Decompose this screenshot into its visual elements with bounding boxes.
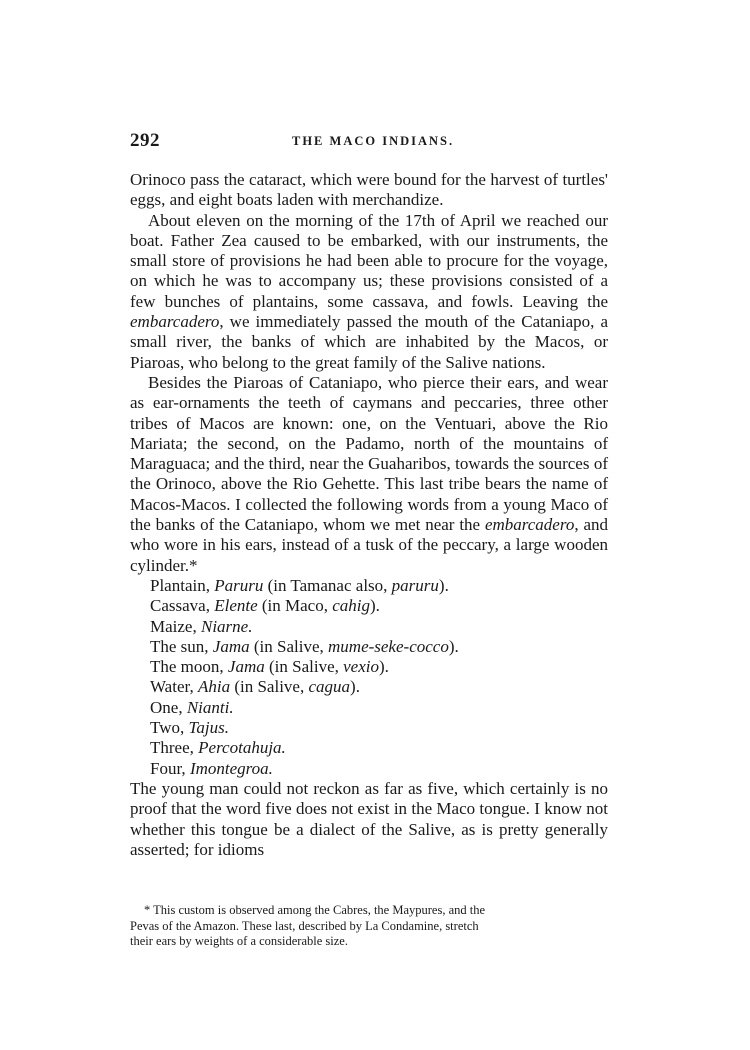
vocabulary-entry [150, 677, 608, 697]
vocabulary-entry [150, 718, 608, 738]
english-word: The moon, [150, 657, 228, 677]
maco-word: Jama [227, 657, 265, 677]
footnote-line: * This custom is observed among the Cabres, the Maypures, and the [144, 903, 486, 917]
english-word: Water, [150, 677, 198, 697]
english-word: Cassava, [150, 596, 215, 616]
english-word: Two, [150, 718, 189, 738]
english-word: Four, [150, 758, 190, 778]
paragraph-voyage [130, 211, 608, 373]
maco-word: Paruru [214, 575, 264, 595]
vocabulary-entry [150, 759, 608, 779]
maco-word: Nianti. [186, 697, 234, 717]
maco-word: Imontegroa. [189, 758, 273, 778]
maco-word: Niarne. [200, 616, 253, 636]
maco-word: Tajus. [188, 718, 229, 738]
body-text [130, 170, 608, 860]
word-note-end: ). [370, 596, 380, 616]
vocabulary-entry [150, 576, 608, 596]
maco-word: Percotahuja. [198, 738, 286, 758]
italic-term: embarcadero [484, 515, 575, 535]
paragraph-text: Besides the Piaroas of Cataniapo, who pierce their ears, and wear as ear-ornaments the teeth of caymans and peccaries, three other tribes of Macos are known: one, on the Ventuari, above the Rio Mariata; the second, on the Padamo, north of the mountains of Maraguaca; and the third, near the Guaharibos, towards the sources of the Orinoco, above the Rio Gehette. This last tribe bears the name of Macos-Macos. I collected the following words from a young Maco of the banks of the Cataniapo, whom we met near the [130, 372, 608, 535]
maco-word: Ahia [197, 677, 231, 697]
english-word: One, [150, 697, 187, 717]
word-note: (in Maco, [257, 596, 333, 616]
page-number: 292 [130, 130, 160, 151]
word-note: (in Salive, [249, 636, 329, 656]
paragraph-continued: Orinoco pass the cataract, which were bound for the harvest of turtles' eggs, and eight boats laden with merchandize. [130, 170, 608, 210]
word-note-end: ). [438, 575, 449, 595]
footnote-line: Pevas of the Amazon. These last, described by La Condamine, stretch [130, 918, 479, 933]
vocabulary-entry [150, 698, 608, 718]
word-note-end: ). [448, 636, 459, 656]
word-note-end: ). [378, 657, 389, 677]
vocabulary-list [130, 576, 608, 779]
paragraph-text: About eleven on the morning of the 17th of April we reached our boat. Father Zea caused to be embarked, with our instruments, the small store of provisions he had been able to procure for the voyage, on which he was to accompany us; these provisions consisted of a few bunches of plantains, some cassava, and fowls. Leaving the [130, 210, 608, 311]
english-word: The sun, [150, 636, 213, 656]
word-note: (in Tamanac also, [263, 575, 392, 595]
maco-word: Elente [214, 596, 258, 616]
italic-term: embarcadero [130, 312, 220, 332]
paragraph-maco-tribes [130, 373, 608, 576]
vocabulary-entry [150, 617, 608, 637]
paragraph-reckoning: The young man could not reckon as far as five, which certainly is no proof that the word five does not exist in the Maco tongue. I know not whether this tongue be a dialect of the Salive, as is pretty generally asserted; for idioms [130, 778, 608, 859]
paragraph-text: , we immediately passed the mouth of the Cataniapo, a small river, the banks of which are inhabited by the Macos, or Piaroas, who belong to the great family of the Salive nations. [130, 312, 608, 372]
vocabulary-entry [150, 637, 608, 657]
word-note: (in Salive, [230, 677, 309, 697]
word-note: (in Salive, [264, 657, 344, 677]
paragraph-text: , and who wore in his ears, instead of a tusk of the peccary, a large wooden cylinder.* [130, 515, 608, 575]
english-word: Plantain, [150, 575, 215, 595]
vocabulary-entry [150, 596, 608, 616]
footnote [130, 903, 608, 950]
running-head: THE MACO INDIANS. [292, 134, 455, 148]
word-note-end: ). [350, 677, 360, 697]
note-term: mume-seke-cocco [328, 636, 449, 656]
vocabulary-entry [150, 738, 608, 758]
note-term: cagua [308, 677, 351, 697]
page-header [130, 130, 608, 154]
vocabulary-entry [150, 657, 608, 677]
footnote-line: their ears by weights of a considerable size. [130, 934, 348, 948]
maco-word: Jama [212, 636, 250, 656]
english-word: Three, [150, 738, 199, 758]
note-term: cahig [332, 596, 371, 616]
english-word: Maize, [150, 616, 201, 636]
note-term: paruru [391, 575, 439, 595]
note-term: vexio [343, 657, 379, 677]
